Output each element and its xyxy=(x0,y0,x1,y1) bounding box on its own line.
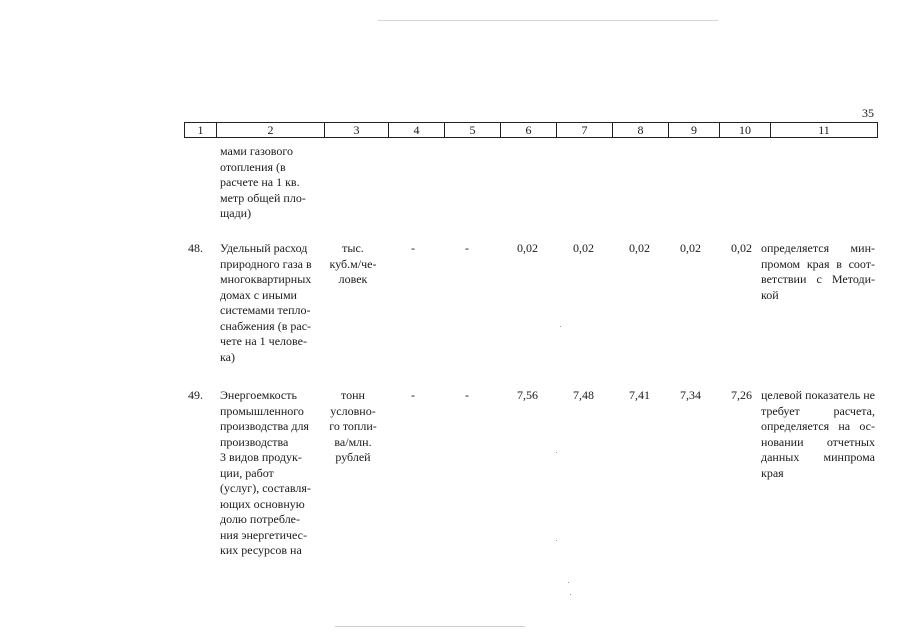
value-col-9: 0,02 xyxy=(680,241,701,255)
value-col-5: - xyxy=(465,241,469,255)
header-col-11: 11 xyxy=(818,123,830,137)
value-col-4: - xyxy=(411,241,415,255)
header-col-4: 4 xyxy=(389,123,445,137)
note-text: целевой показатель не требует расчета, определяется на ос-новании отчетных данных минпрома края xyxy=(761,388,875,480)
value-col-7: 7,48 xyxy=(573,388,594,402)
scan-speck xyxy=(556,540,557,541)
header-col-3: 3 xyxy=(325,123,389,137)
note-text: определяется мин-промом края в соот-ветствии с Методи-кой xyxy=(761,241,875,302)
value-col-9: 7,34 xyxy=(680,388,701,402)
continued-indicator-name: мами газового отопления (в расчете на 1 кв. метр общей пло- щади) xyxy=(220,144,306,220)
indicator-name: Удельный расход природного газа в многоквартирных домах с иными системами тепло- снабжения (в рас- чете на 1 челове- ка) xyxy=(220,241,312,364)
value-col-5: - xyxy=(465,388,469,402)
value-col-8: 7,41 xyxy=(629,388,650,402)
value-col-8: 0,02 xyxy=(629,241,650,255)
value-col-10: 7,26 xyxy=(731,388,752,402)
scan-noise-bottom xyxy=(335,626,525,627)
scan-speck xyxy=(570,594,571,595)
header-col-2: 2 xyxy=(217,123,325,137)
row-number: 49. xyxy=(188,388,203,402)
row-number: 48. xyxy=(188,241,203,255)
header-col-5: 5 xyxy=(445,123,501,137)
scan-noise-top xyxy=(378,20,718,21)
scan-speck xyxy=(568,582,569,583)
indicator-name: Энергоемкость промышленного производства для производства 3 видов продук- ции, работ (услуг), составля- ющих основную долю потребле- ния энергетичес- ких ресурсов на xyxy=(220,388,311,557)
page-number: 35 xyxy=(862,106,874,120)
value-col-6: 0,02 xyxy=(517,241,538,255)
unit-of-measure: тыс. куб.м/че- ловек xyxy=(329,241,377,286)
value-col-10: 0,02 xyxy=(731,241,752,255)
scan-speck xyxy=(560,326,561,327)
header-col-10: 10 xyxy=(720,123,771,137)
header-col-6: 6 xyxy=(501,123,557,137)
value-col-4: - xyxy=(411,388,415,402)
header-col-9: 9 xyxy=(669,123,720,137)
unit-of-measure: тонн условно- го топли- ва/млн. рублей xyxy=(329,388,377,464)
header-col-1: 1 xyxy=(185,123,217,137)
scan-speck xyxy=(556,452,557,453)
header-col-8: 8 xyxy=(613,123,669,137)
header-col-7: 7 xyxy=(557,123,613,137)
value-col-6: 7,56 xyxy=(517,388,538,402)
table-header-row xyxy=(184,122,878,138)
value-col-7: 0,02 xyxy=(573,241,594,255)
